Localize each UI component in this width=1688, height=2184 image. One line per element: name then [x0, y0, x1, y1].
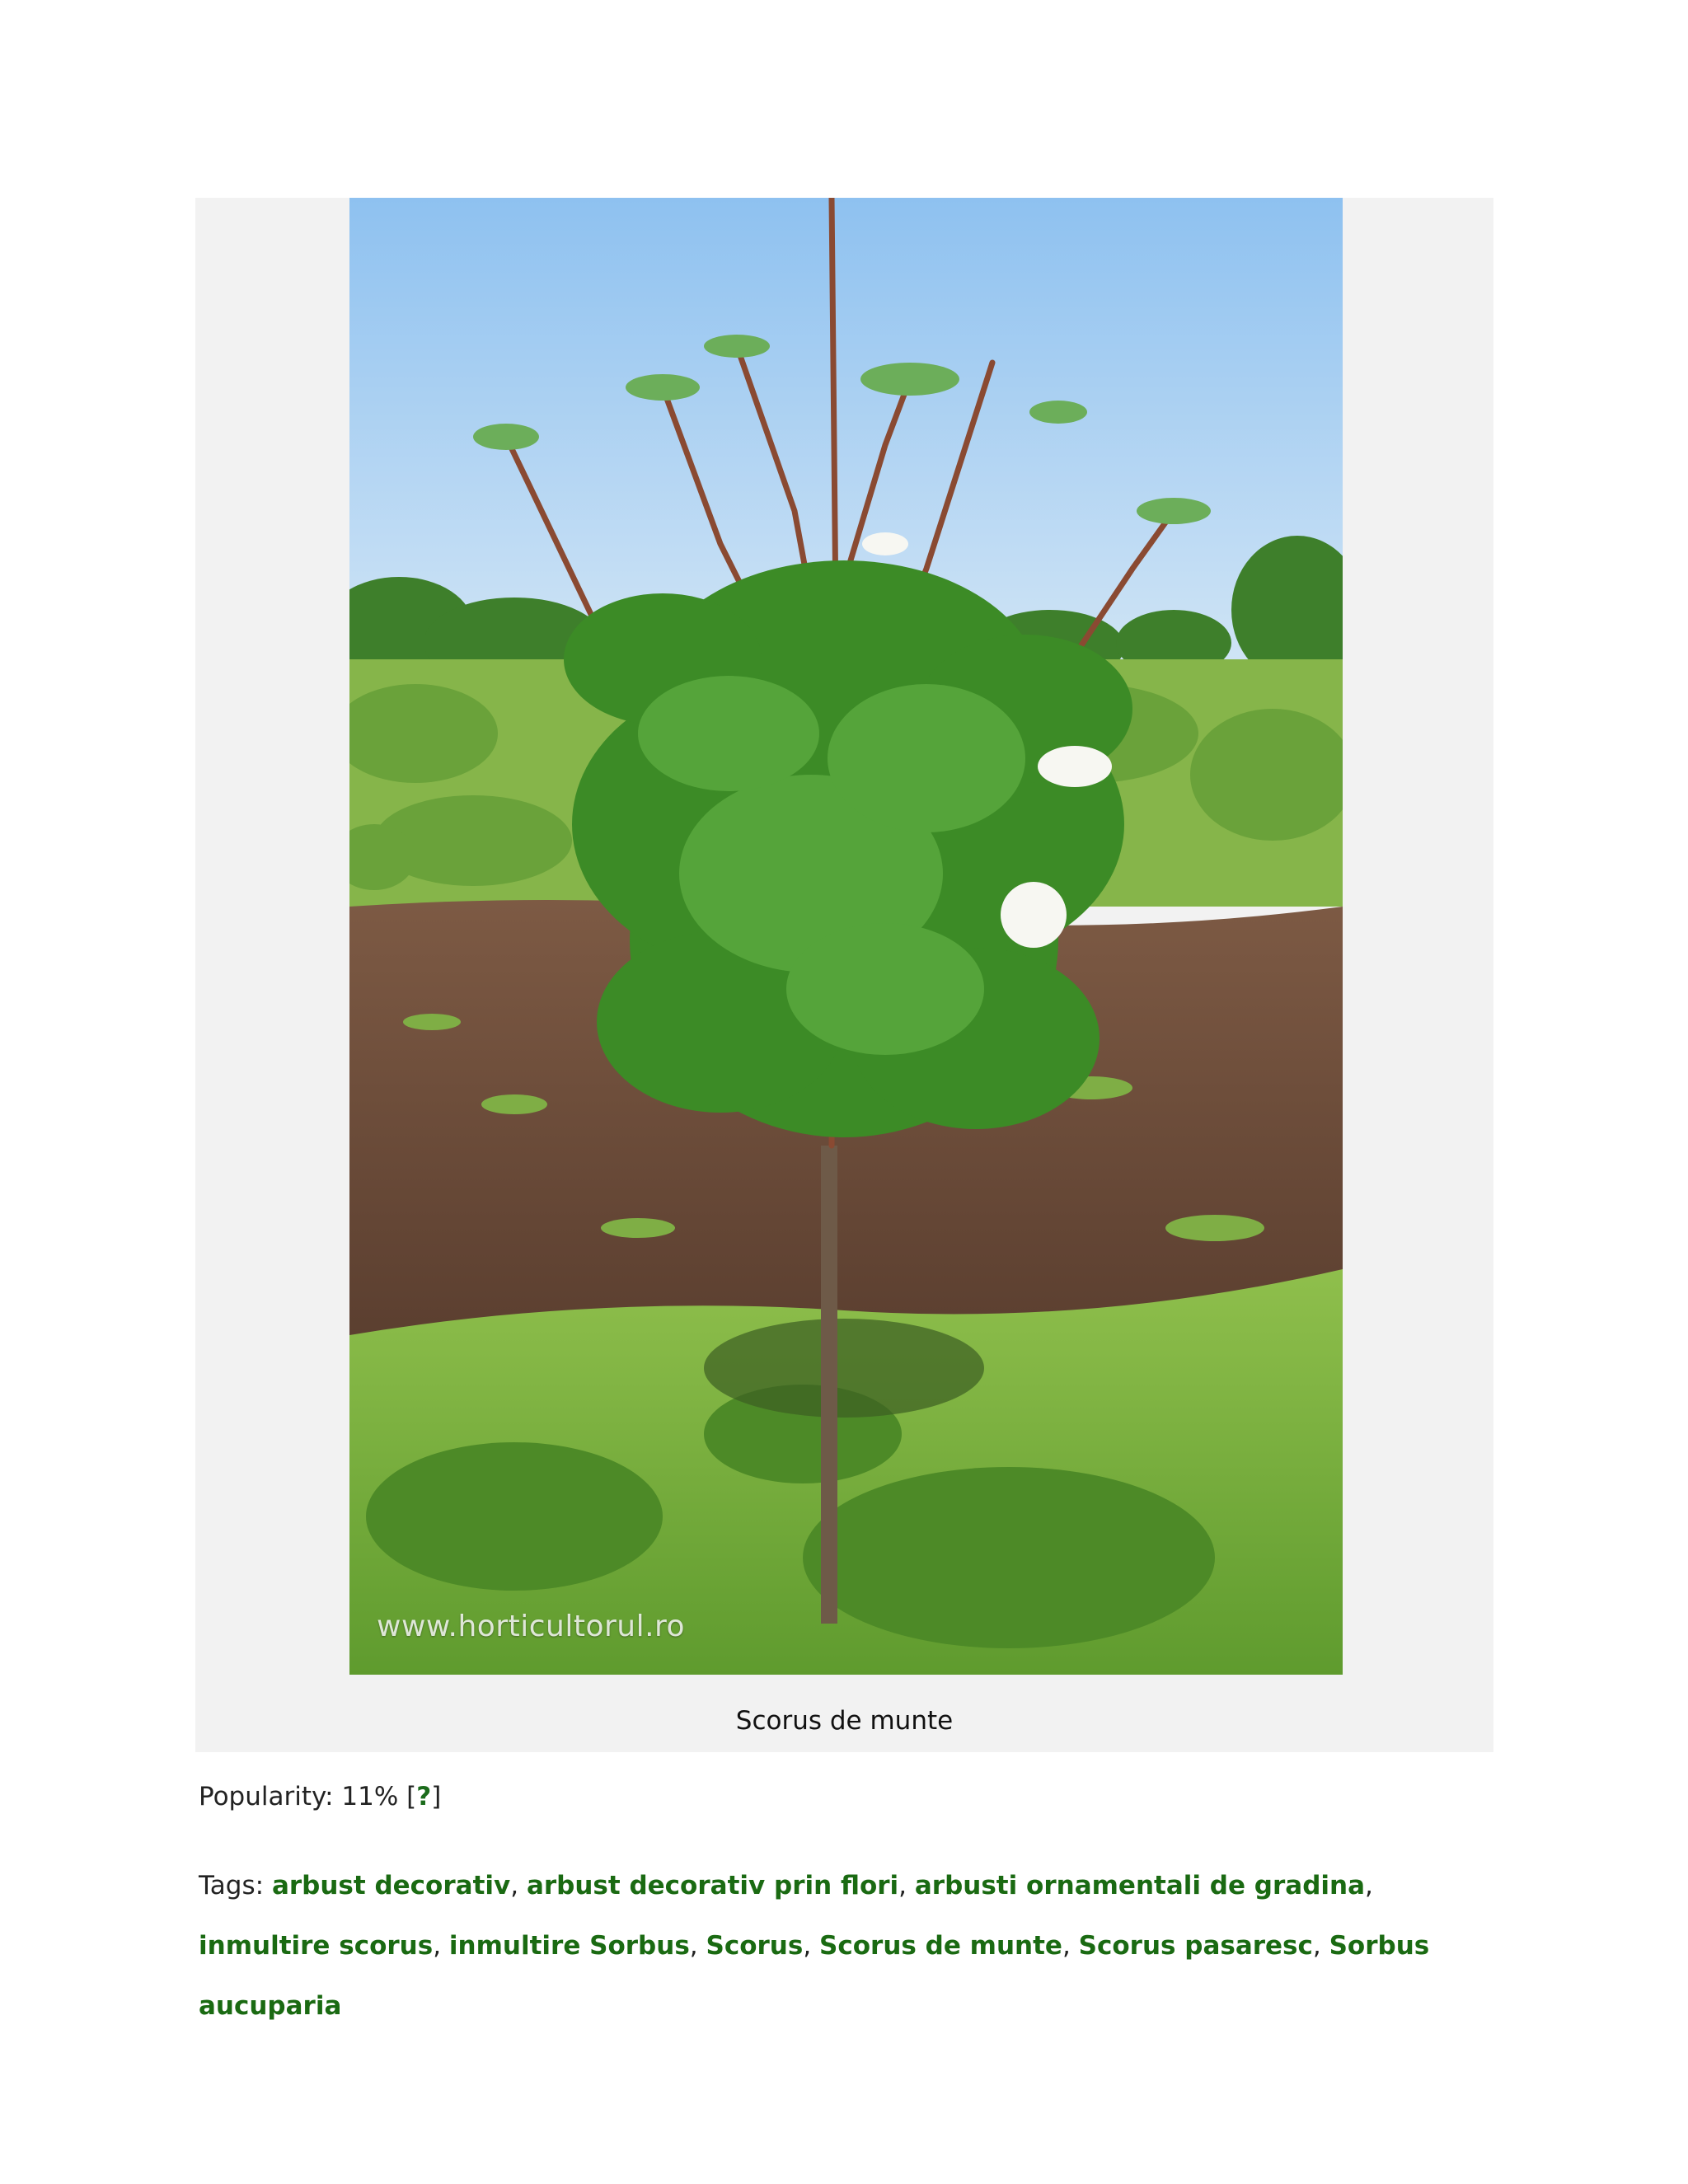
- image-figure: [195, 198, 1493, 1752]
- tag-separator: ,: [1312, 1931, 1329, 1961]
- tag-link[interactable]: Scorus: [706, 1931, 804, 1961]
- tag-separator: ,: [433, 1931, 449, 1961]
- tag-link[interactable]: Scorus de munte: [819, 1931, 1062, 1961]
- tag-separator: ,: [1365, 1871, 1373, 1900]
- tag-link[interactable]: inmultire Sorbus: [448, 1931, 690, 1961]
- tag-link[interactable]: inmultire scorus: [199, 1931, 434, 1961]
- tags-label: Tags:: [199, 1871, 272, 1900]
- rowan-tree-photo[interactable]: [349, 198, 1343, 1675]
- tag-link[interactable]: Sorbus aucuparia: [199, 1931, 1430, 2021]
- popularity-help-link[interactable]: ?: [416, 1782, 432, 1811]
- popularity-line: [199, 1782, 441, 1811]
- tag-link[interactable]: arbusti ornamentali de gradina: [914, 1871, 1366, 1900]
- tag-link[interactable]: arbust decorativ prin flori: [526, 1871, 899, 1900]
- tag-separator: ,: [1062, 1931, 1079, 1961]
- close-bracket: ]: [431, 1782, 442, 1811]
- popularity-label: Popularity: 11%: [199, 1782, 399, 1811]
- tags-list: [199, 1856, 1497, 2036]
- tag-link[interactable]: Scorus pasaresc: [1078, 1931, 1313, 1961]
- tag-separator: ,: [898, 1871, 915, 1900]
- tag-separator: ,: [689, 1931, 706, 1961]
- tag-separator: ,: [510, 1871, 527, 1900]
- open-bracket: [: [398, 1782, 417, 1811]
- tag-link[interactable]: arbust decorativ: [271, 1871, 511, 1900]
- tag-separator: ,: [803, 1931, 820, 1961]
- image-caption: Scorus de munte: [735, 1706, 954, 1736]
- photo-watermark: www.horticultorul.ro: [377, 1610, 686, 1643]
